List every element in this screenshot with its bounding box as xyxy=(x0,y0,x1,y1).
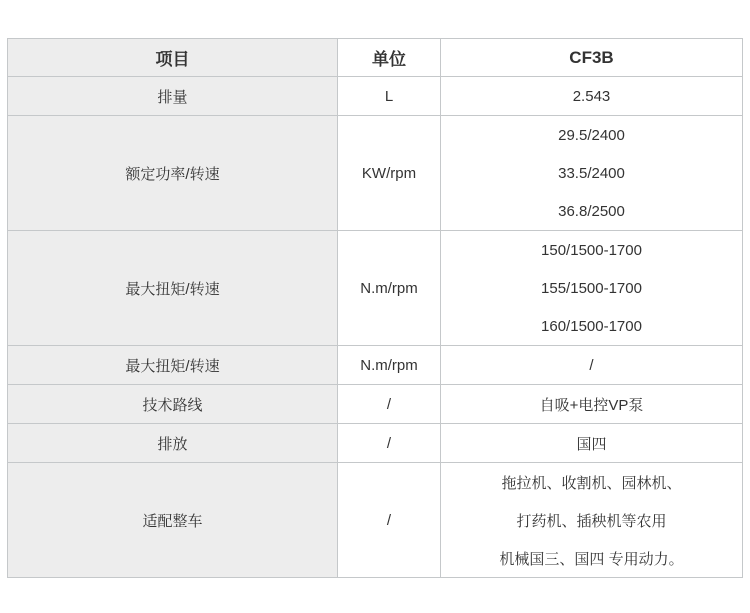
value-line: 机械国三、国四 专用动力。 xyxy=(499,550,684,568)
value-cell xyxy=(441,231,743,346)
value-line: 2.543 xyxy=(572,87,611,105)
item-cell: 技术路线 xyxy=(8,385,338,424)
item-cell: 排放 xyxy=(8,424,338,463)
value-line: / xyxy=(589,356,594,374)
value-cell xyxy=(441,77,743,116)
value-line: 155/1500-1700 xyxy=(541,279,642,297)
table-row xyxy=(8,424,743,463)
unit-cell: / xyxy=(338,424,441,463)
value-line: 29.5/2400 xyxy=(558,126,625,144)
table-row xyxy=(8,463,743,578)
spec-table xyxy=(7,38,743,578)
header-cell-item: 项目 xyxy=(8,39,338,77)
unit-cell: / xyxy=(338,463,441,578)
value-line: 国四 xyxy=(576,435,607,453)
value-line: 160/1500-1700 xyxy=(541,317,642,335)
item-cell: 最大扭矩/转速 xyxy=(8,231,338,346)
value-line: 33.5/2400 xyxy=(558,164,625,182)
unit-cell: L xyxy=(338,77,441,116)
header-row xyxy=(8,39,743,77)
table-row xyxy=(8,231,743,346)
item-cell: 排量 xyxy=(8,77,338,116)
value-cell xyxy=(441,346,743,385)
value-cell xyxy=(441,463,743,578)
item-cell: 最大扭矩/转速 xyxy=(8,346,338,385)
item-cell: 额定功率/转速 xyxy=(8,116,338,231)
value-cell xyxy=(441,116,743,231)
value-line: 打药机、插秧机等农用 xyxy=(516,512,667,530)
table-row xyxy=(8,116,743,231)
unit-cell: N.m/rpm xyxy=(338,231,441,346)
table-row xyxy=(8,77,743,116)
unit-cell: N.m/rpm xyxy=(338,346,441,385)
value-line: 36.8/2500 xyxy=(558,202,625,220)
value-cell xyxy=(441,385,743,424)
unit-cell: KW/rpm xyxy=(338,116,441,231)
unit-cell: / xyxy=(338,385,441,424)
table-row xyxy=(8,385,743,424)
header-cell-unit: 单位 xyxy=(338,39,441,77)
spec-page xyxy=(0,38,750,613)
value-line: 150/1500-1700 xyxy=(541,241,642,259)
header-cell-model: CF3B xyxy=(441,39,743,77)
value-line: 拖拉机、收割机、园林机、 xyxy=(501,474,682,492)
value-line: 自吸+电控VP泵 xyxy=(539,396,644,414)
item-cell: 适配整车 xyxy=(8,463,338,578)
table-row xyxy=(8,346,743,385)
value-cell xyxy=(441,424,743,463)
